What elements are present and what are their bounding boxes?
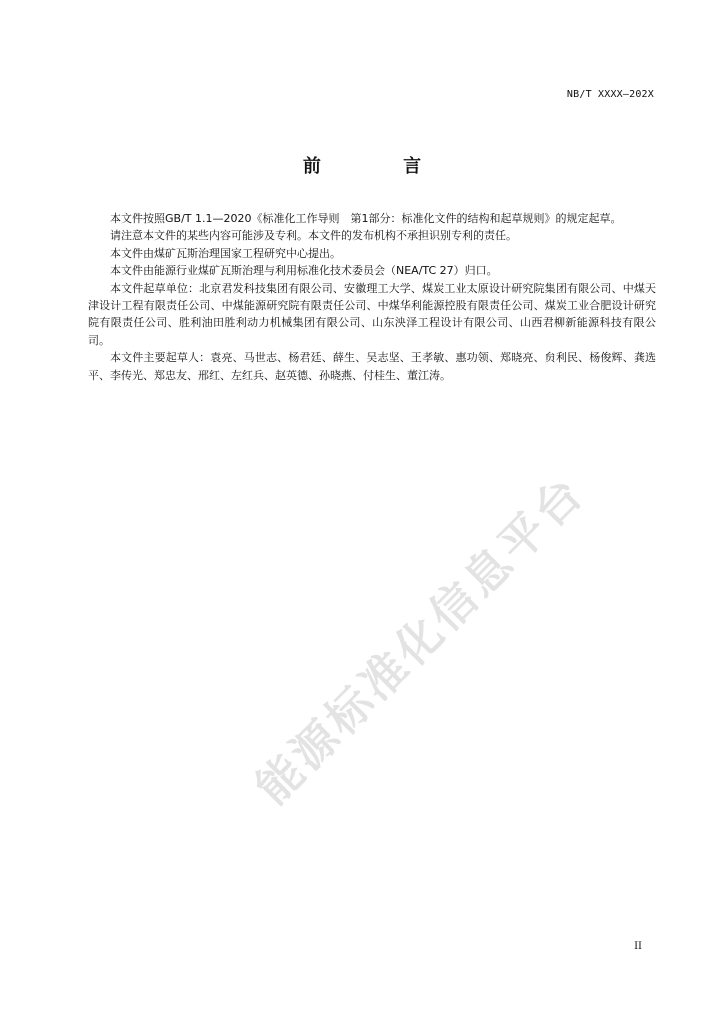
watermark: 能源标准化信息平台 — [245, 465, 595, 815]
paragraph-drafting-units: 本文件起草单位：北京君发科技集团有限公司、安徽理工大学、煤炭工业太原设计研究院集团有限公司、中煤天津设计工程有限责任公司、中煤能源研究院有限责任公司、中煤华利能源控股有限责任公司、煤炭工业合肥设计研究院有限责任公司、胜利油田胜利动力机械集团有限公司、山东泱泽工程设计有限公司、山西君柳新能源科技有限公司。 — [88, 281, 656, 347]
paragraph-patent-notice: 请注意本文件的某些内容可能涉及专利。本文件的发布机构不承担识别专利的责任。 — [110, 229, 517, 243]
page-title: 前 言 — [302, 156, 460, 177]
paragraph-main-drafters: 本文件主要起草人：袁亮、马世志、杨君廷、薛生、吴志坚、王孝敏、惠功领、郑晓亮、贠利民、杨俊辉、龚选平、李传光、郑忠友、邢红、左红兵、赵英德、孙晓燕、付桂生、董江涛。 — [88, 351, 656, 382]
paragraph-proposer: 本文件由煤矿瓦斯治理国家工程研究中心提出。 — [110, 246, 341, 260]
page-number: II — [634, 941, 642, 952]
standard-code: NB/T XXXX—202X — [566, 89, 654, 100]
foreword-body — [88, 210, 656, 384]
paragraph-drafting-rules: 本文件按照GB/T 1.1—2020《标准化工作导则 第1部分：标准化文件的结构和起草规则》的规定起草。 — [110, 212, 622, 225]
paragraph-centralized-unit: 本文件由能源行业煤矿瓦斯治理与利用标准化技术委员会（NEA/TC 27）归口。 — [110, 264, 498, 278]
